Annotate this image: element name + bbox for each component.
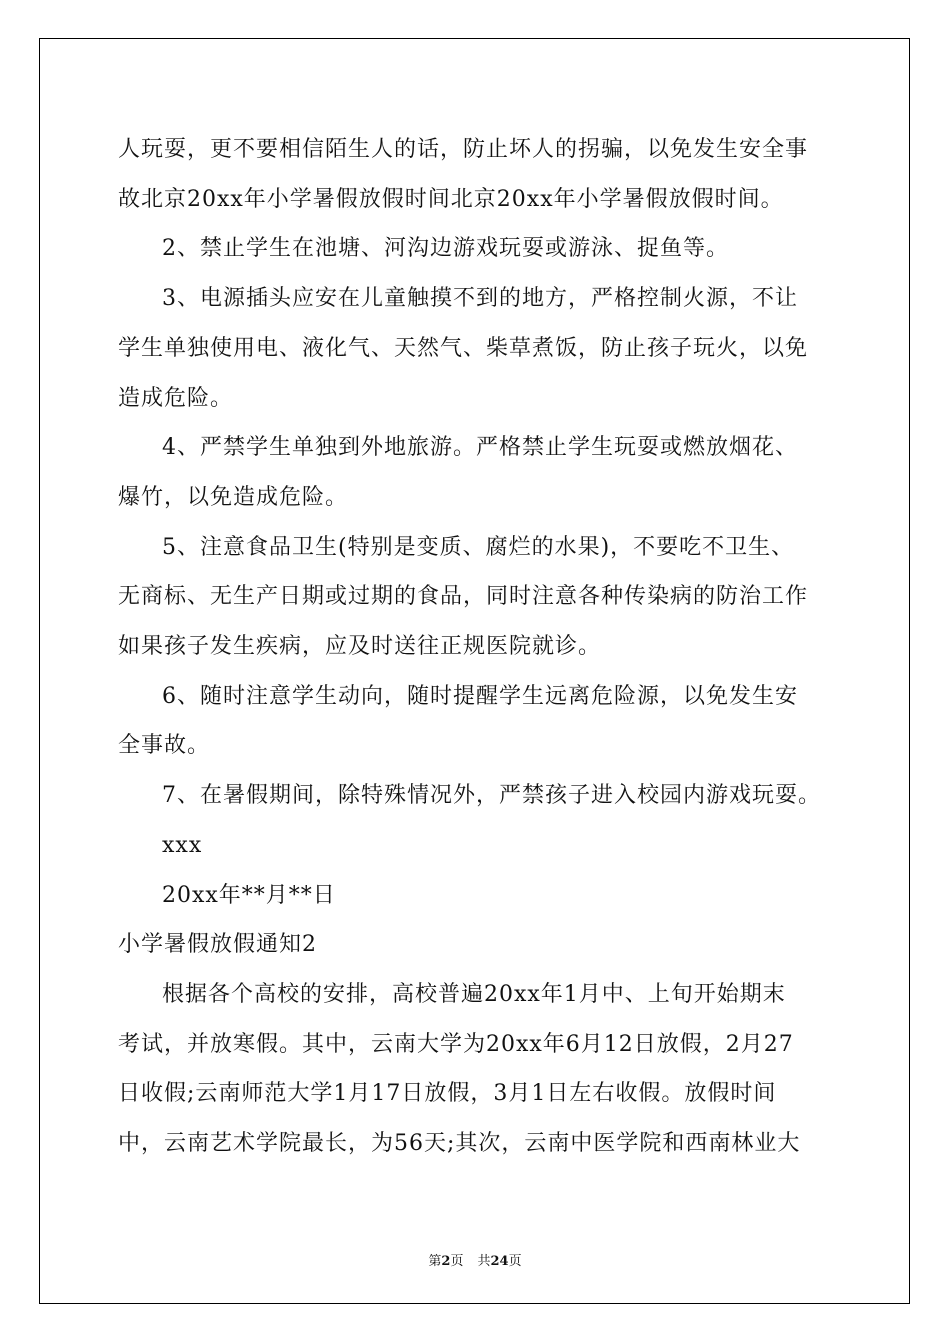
document-body: [118, 125, 838, 1169]
text-line-1: 人玩耍，更不要相信陌生人的话，防止坏人的拐骗，以免发生安全事: [118, 137, 809, 162]
page-number: 2: [441, 1254, 451, 1269]
total-pages: 24: [490, 1254, 509, 1269]
total-prefix: 共: [477, 1254, 491, 1269]
signature-date: 20xx年**月**日: [162, 882, 336, 908]
page-prefix: 第: [428, 1254, 442, 1269]
signature-name: xxx: [162, 832, 203, 858]
text-line-10: 无商标、无生产日期或过期的食品，同时注意各种传染病的防治工作: [118, 584, 809, 610]
page-suffix: 页: [450, 1254, 464, 1269]
section-title: 小学暑假放假通知2: [118, 932, 317, 958]
list-item-4: 4、严禁学生单独到外地旅游。严格禁止学生玩耍或燃放烟花、: [162, 435, 798, 461]
text-line-6: 造成危险。: [118, 385, 234, 411]
text-line-20: 日收假;云南师范大学1月17日放假，3月1日左右收假。放假时间: [118, 1081, 777, 1107]
text-line-2: 故北京20xx年小学暑假放假时间北京20xx年小学暑假放假时间。: [118, 186, 784, 212]
text-line-19: 考试，并放寒假。其中，云南大学为20xx年6月12日放假，2月27: [118, 1031, 794, 1057]
text-line-18: 根据各个高校的安排，高校普遍20xx年1月中、上旬开始期末: [162, 981, 786, 1007]
text-line-11: 如果孩子发生疾病，应及时送往正规医院就诊。: [118, 634, 602, 660]
list-item-6: 6、随时注意学生动向，随时提醒学生远离危险源，以免发生安: [162, 683, 798, 709]
list-item-2: 2、禁止学生在池塘、河沟边游戏玩耍或游泳、捉鱼等。: [162, 236, 729, 262]
text-line-21: 中，云南艺术学院最长，为56天;其次，云南中医学院和西南林业大: [118, 1131, 801, 1157]
total-suffix: 页: [508, 1254, 522, 1269]
list-item-3: 3、电源插头应安在儿童触摸不到的地方，严格控制火源，不让: [162, 286, 798, 312]
list-item-7: 7、在暑假期间，除特殊情况外，严禁孩子进入校园内游戏玩耍。: [162, 783, 821, 809]
text-line-13: 全事故。: [118, 733, 211, 759]
page-footer: [0, 1250, 950, 1269]
text-line-8: 爆竹，以免造成危险。: [118, 484, 349, 510]
list-item-5: 5、注意食品卫生(特别是变质、腐烂的水果)，不要吃不卫生、: [162, 534, 795, 560]
text-line-5: 学生单独使用电、液化气、天然气、柴草煮饭，防止孩子玩火，以免: [118, 335, 809, 361]
